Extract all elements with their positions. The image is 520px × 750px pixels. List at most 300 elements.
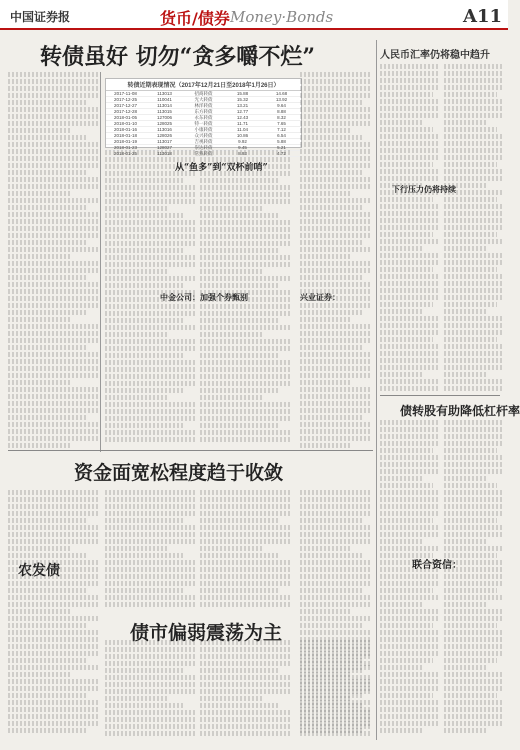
text-line [105, 283, 184, 288]
text-line [8, 588, 87, 593]
table-cell: 12.77 [236, 109, 249, 114]
table-cell: 4.72 [277, 151, 286, 156]
text-line [380, 85, 440, 90]
table-cell: 128025 [156, 121, 173, 126]
text-line [8, 338, 98, 343]
text-line [444, 106, 504, 111]
text-line [444, 609, 504, 614]
text-line [8, 72, 98, 77]
text-line [200, 150, 290, 155]
text-line [105, 661, 195, 666]
text-line [300, 623, 363, 628]
text-line [444, 330, 504, 335]
text-line [380, 497, 440, 502]
text-line [8, 728, 87, 733]
table-cell: 2017-12-28 [113, 109, 138, 114]
text-line [105, 241, 195, 246]
text-line [300, 408, 372, 413]
article-text-column [105, 640, 195, 740]
text-line [105, 388, 184, 393]
text-line [200, 602, 290, 607]
text-line [300, 142, 372, 147]
text-line [105, 213, 184, 218]
text-line [105, 437, 195, 442]
table-cell: 113014 [157, 103, 172, 108]
text-line [8, 359, 98, 364]
text-line [444, 469, 504, 474]
text-line [8, 672, 71, 677]
text-line [8, 149, 98, 154]
text-line [300, 696, 350, 701]
text-line [380, 351, 440, 356]
text-line [8, 553, 87, 558]
table-cell: 2018-01-10 [113, 121, 138, 126]
text-line [8, 373, 98, 378]
text-line [444, 372, 486, 377]
text-line [200, 255, 290, 260]
text-line [380, 274, 440, 279]
text-line [444, 113, 504, 118]
text-line [444, 141, 504, 146]
text-line [300, 282, 372, 287]
text-line [380, 176, 440, 181]
text-line [300, 219, 372, 224]
text-line [300, 226, 372, 231]
text-line [300, 504, 372, 509]
table-cell: 林洋转债 [194, 103, 213, 108]
section-divider [380, 395, 500, 396]
table-cell: 9.92 [238, 139, 247, 144]
text-line [444, 365, 504, 370]
table-body [106, 91, 301, 157]
table-cell: 11.04 [237, 127, 248, 132]
text-line [200, 710, 290, 715]
text-line [200, 640, 290, 645]
text-line [8, 595, 98, 600]
text-line [300, 689, 372, 694]
text-line [300, 560, 372, 565]
text-line [8, 707, 98, 712]
text-line [444, 197, 497, 202]
text-line [105, 178, 184, 183]
text-line [105, 374, 195, 379]
text-line [200, 661, 290, 666]
text-line [105, 724, 195, 729]
text-line [200, 682, 290, 687]
text-line [105, 290, 195, 295]
text-line [105, 262, 195, 267]
text-line [300, 710, 372, 715]
text-line [105, 395, 168, 400]
text-line [380, 721, 440, 726]
text-line [444, 316, 504, 321]
text-line [200, 304, 290, 309]
text-line [300, 359, 372, 364]
text-line [200, 339, 290, 344]
table-cell: 127006 [156, 115, 173, 120]
text-line [444, 623, 497, 628]
text-line [200, 696, 263, 701]
text-line [444, 239, 504, 244]
text-line [200, 388, 279, 393]
text-line [444, 127, 497, 132]
text-line [200, 360, 290, 365]
text-line [380, 609, 440, 614]
text-line [444, 99, 504, 104]
table-cell: 2018-01-25 [113, 151, 138, 156]
text-line [105, 511, 195, 516]
text-line [300, 429, 372, 434]
text-line [380, 476, 422, 481]
text-line [444, 386, 504, 391]
text-line [8, 296, 98, 301]
text-line [380, 490, 440, 495]
text-line [300, 254, 350, 259]
text-line [380, 253, 440, 258]
text-line [380, 462, 440, 467]
article-text-column [380, 420, 440, 740]
text-line [380, 518, 433, 523]
text-line [444, 658, 497, 663]
text-line [444, 274, 504, 279]
text-line [8, 714, 98, 719]
text-line [380, 302, 433, 307]
text-line [380, 281, 440, 286]
text-line [105, 567, 195, 572]
text-line [200, 504, 290, 509]
text-line [105, 546, 168, 551]
text-line [105, 171, 195, 176]
text-line [380, 525, 440, 530]
text-line [380, 365, 440, 370]
text-line [380, 665, 422, 670]
text-line [444, 637, 504, 642]
table-cell: 光大转债 [194, 97, 213, 102]
text-line [444, 295, 504, 300]
text-line [380, 106, 440, 111]
text-line [300, 539, 372, 544]
text-line [8, 623, 87, 628]
text-line [200, 332, 263, 337]
text-line [105, 504, 195, 509]
text-line [200, 220, 290, 225]
text-line [444, 323, 504, 328]
text-line [200, 395, 263, 400]
text-line [8, 686, 98, 691]
text-line [444, 134, 504, 139]
text-line [200, 346, 290, 351]
text-line [444, 232, 497, 237]
text-line [380, 120, 422, 125]
text-line [300, 401, 372, 406]
text-line [300, 574, 372, 579]
text-line [8, 436, 98, 441]
text-line [300, 654, 372, 659]
text-line [444, 728, 486, 733]
text-line [105, 416, 195, 421]
text-line [200, 689, 290, 694]
text-line [444, 351, 504, 356]
text-line [8, 422, 98, 427]
text-line [8, 700, 98, 705]
text-line [444, 78, 504, 83]
text-line [200, 164, 290, 169]
table-title: 转债近期表现情况（2017年12月21日至2018年1月26日） [106, 79, 301, 91]
text-line [380, 644, 440, 649]
text-line [300, 212, 372, 217]
text-line [444, 434, 504, 439]
table-cell: 9.64 [277, 103, 286, 108]
text-line [8, 282, 98, 287]
text-line [444, 155, 504, 160]
text-line [444, 455, 504, 460]
text-line [200, 269, 263, 274]
text-line [380, 141, 440, 146]
text-line [444, 162, 497, 167]
table-cell: 2018-01-05 [113, 115, 138, 120]
text-line [200, 171, 290, 176]
text-line [380, 623, 433, 628]
text-line [300, 338, 372, 343]
text-line [444, 714, 504, 719]
text-line [444, 581, 504, 586]
table-cell: 8.88 [277, 109, 286, 114]
text-line [8, 107, 98, 112]
article-text-column [105, 490, 195, 615]
text-line [444, 546, 504, 551]
text-line [444, 253, 504, 258]
text-line [105, 525, 195, 530]
text-line [300, 394, 372, 399]
table-cell: 113016 [157, 127, 172, 132]
text-line [380, 232, 433, 237]
text-line [444, 64, 504, 69]
text-line [380, 330, 440, 335]
text-line [200, 262, 290, 267]
text-line [200, 588, 279, 593]
table-cell: 招商转债 [194, 91, 213, 96]
text-line [300, 731, 372, 736]
text-line [200, 423, 279, 428]
text-line [380, 658, 433, 663]
text-line [300, 525, 372, 530]
text-line [105, 518, 184, 523]
text-line [8, 609, 71, 614]
text-line [444, 490, 504, 495]
text-line [444, 532, 504, 537]
text-line [8, 602, 98, 607]
text-line [444, 379, 504, 384]
text-line [8, 539, 98, 544]
text-line [8, 331, 98, 336]
text-line [444, 511, 504, 516]
text-line [300, 602, 372, 607]
table-cell: 12.43 [236, 115, 249, 120]
text-line [300, 100, 363, 105]
text-line [300, 518, 363, 523]
text-line [300, 163, 372, 168]
side-headline-1: 人民币汇率仍将稳中趋升 [380, 50, 490, 61]
table-cell: 吉视转债 [194, 139, 213, 144]
table-cell: 2018-01-23 [113, 145, 138, 150]
table-cell: 2017-11-08 [114, 91, 137, 96]
text-line [200, 297, 290, 302]
text-line [380, 358, 440, 363]
text-line [380, 162, 433, 167]
article-text-column [8, 72, 98, 452]
text-line [380, 560, 440, 565]
text-line [380, 651, 440, 656]
text-line [300, 595, 372, 600]
text-line [300, 352, 372, 357]
text-line [8, 226, 98, 231]
text-line [380, 707, 440, 712]
text-line [300, 268, 372, 273]
text-line [300, 443, 350, 448]
table-cell: 2018-01-16 [113, 127, 138, 132]
text-line [380, 295, 440, 300]
text-line [380, 155, 440, 160]
bond-table [105, 78, 302, 156]
subhead-fish: 从“鱼多”到“双杯前哨” [175, 163, 268, 173]
text-line [200, 199, 290, 204]
headline-bond-market: 债市偏弱震荡为主 [130, 622, 283, 644]
text-line [444, 721, 504, 726]
text-line [200, 192, 290, 197]
text-line [380, 169, 440, 174]
text-line [200, 511, 290, 516]
text-line [444, 427, 504, 432]
text-line [8, 135, 87, 140]
table-cell: 7.65 [277, 121, 286, 126]
text-line [8, 679, 98, 684]
text-line [380, 113, 440, 118]
text-line [380, 134, 440, 139]
text-line [380, 92, 433, 97]
text-line [105, 654, 195, 659]
text-line [105, 647, 195, 652]
text-line [444, 183, 486, 188]
text-line [8, 574, 98, 579]
text-line [300, 567, 372, 572]
text-line [300, 191, 350, 196]
text-line [8, 177, 98, 182]
text-line [200, 581, 290, 586]
text-line [300, 380, 350, 385]
text-line [444, 218, 504, 223]
text-line [380, 441, 440, 446]
text-line [8, 518, 87, 523]
page-number: A11 [462, 6, 502, 27]
text-line [380, 637, 440, 642]
text-line [380, 372, 422, 377]
text-line [300, 373, 372, 378]
text-line [8, 268, 98, 273]
text-line [380, 714, 440, 719]
text-line [105, 710, 195, 715]
text-line [444, 700, 504, 705]
text-line [105, 206, 168, 211]
text-line [444, 574, 504, 579]
text-line [105, 675, 195, 680]
text-line [444, 288, 504, 293]
main-headline: 转债虽好 切勿“贪多嚼不烂” [40, 44, 315, 70]
text-line [8, 408, 98, 413]
text-line [8, 443, 71, 448]
table-cell: 15.88 [236, 91, 249, 96]
table-cell: 9.45 [238, 145, 247, 150]
text-line [200, 248, 279, 253]
text-line [380, 574, 440, 579]
text-line [444, 211, 504, 216]
text-line [380, 693, 433, 698]
text-line [444, 630, 504, 635]
text-line [8, 352, 98, 357]
text-line [444, 190, 504, 195]
text-line [200, 560, 290, 565]
text-line [300, 630, 372, 635]
headline-adb-bond: 农发债 [18, 563, 60, 579]
text-line [200, 539, 290, 544]
text-line [105, 409, 195, 414]
text-line [8, 128, 71, 133]
text-line [8, 490, 98, 495]
text-line [8, 693, 87, 698]
text-line [300, 724, 372, 729]
text-line [300, 331, 372, 336]
text-line [300, 303, 372, 308]
text-line [105, 532, 195, 537]
text-line [8, 100, 87, 105]
text-line [444, 644, 504, 649]
text-line [300, 682, 372, 687]
article-text-column [444, 420, 504, 740]
text-line [444, 420, 504, 425]
text-line [105, 325, 195, 330]
table-cell: 13.21 [236, 103, 249, 108]
text-line [380, 204, 440, 209]
text-line [105, 199, 195, 204]
text-line [105, 682, 195, 687]
text-line [105, 164, 195, 169]
text-line [8, 665, 98, 670]
table-cell: 2018-01-19 [113, 139, 138, 144]
text-line [300, 296, 372, 301]
table-cell: 15.32 [236, 97, 249, 102]
text-line [8, 233, 98, 238]
table-cell: 2017-12-25 [113, 97, 138, 102]
text-line [105, 269, 168, 274]
table-cell: 13.92 [275, 97, 288, 102]
newspaper-name: 中国证券报 [10, 10, 71, 24]
text-line [8, 261, 98, 266]
text-line [8, 504, 98, 509]
text-line [380, 672, 440, 677]
text-line [380, 595, 440, 600]
text-line [380, 700, 440, 705]
text-line [200, 353, 279, 358]
text-line [105, 157, 195, 162]
text-line [380, 183, 422, 188]
text-line [105, 297, 195, 302]
text-line [300, 640, 372, 645]
text-line [300, 317, 350, 322]
article-text-column [444, 64, 504, 394]
text-line [380, 511, 440, 516]
text-line [444, 588, 497, 593]
text-line [200, 654, 290, 659]
text-line [8, 380, 71, 385]
